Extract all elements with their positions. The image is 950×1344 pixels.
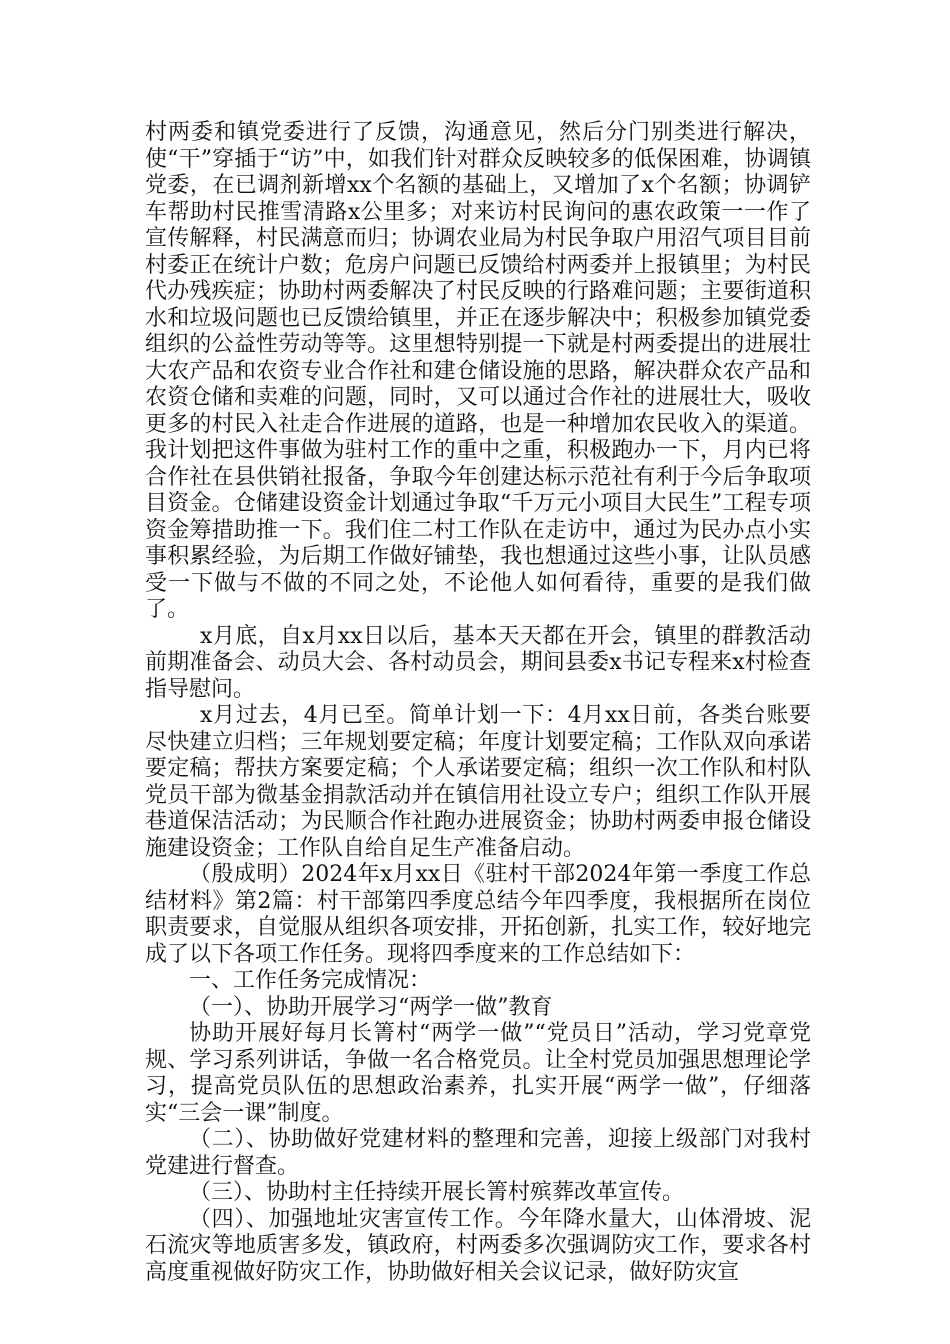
- paragraph-1: 村两委和镇党委进行了反馈，沟通意见，然后分门别类进行解决，使“干”穿插于“访”中，如我们针对群众反映较多的低保困难，协调镇党委，在已调剂新增xx个名额的基础上，又增加了x个名额；协调铲车帮助村民推雪清路x公里多；对来访村民询问的惠农政策一一作了宣传解释，村民满意而归；协调农业局为村民争取户用沼气项目目前村委正在统计户数；危房户问题已反馈给村两委并上报镇里；为村民代办残疾症；协助村两委解决了村民反映的行路难问题；主要街道积水和垃圾问题也已反馈给镇里，并正在逐步解决中；积极参加镇党委组织的公益性劳动等等。这里想特别提一下就是村两委提出的进展壮大农产品和农资专业合作社和建仓储设施的思路，解决群众农产品和农资仓储和卖难的问题，同时，又可以通过合作社的进展壮大，吸收更多的村民入社走合作进展的道路，也是一种增加农民收入的渠道。我计划把这件事做为驻村工作的重中之重，积极跑办一下，月内已将合作社在县供销社报备，争取今年创建达标示范社有利于今后争取项目资金。仓储建设资金计划通过争取“千万元小项目大民生”工程专项资金筹措助推一下。我们住二村工作队在走访中，通过为民办点小实事积累经验，为后期工作做好铺垫，我也想通过这些小事，让队员感受一下做与不做的不同之处，不论他人如何看待，重要的是我们做了。: [145, 120, 811, 622]
- section-heading-1: 一、工作任务完成情况：: [189, 968, 432, 993]
- paragraph-7: 协助开展好每月长箐村“两学一做”“党员日”活动，学习党章党规、学习系列讲话，争做一名合格党员。让全村党员加强思想理论学习，提高党员队伍的思想政治素养，扎实开展“两学一做”，仔细落实“三会一课”制度。: [145, 1021, 811, 1126]
- subsection-heading-4: （四）、加强地址灾害宣传工作。今年降水量大，山体滑坡、泥石流灾等地质害多发，镇政府，村两委多次强调防灾工作，要求各村高度重视做好防灾工作，协助做好相关会议记录，做好防灾宣: [145, 1206, 811, 1285]
- document-page: [145, 120, 811, 1286]
- subsection-heading-1: （一）、协助开展学习“两学一做”教育: [189, 994, 553, 1020]
- subsection-heading-2: （二）、协助做好党建材料的整理和完善，迎接上级部门对我村党建进行督查。: [145, 1127, 811, 1179]
- subsection-heading-3: （三）、协助村主任持续开展长箐村殡葬改革宣传。: [189, 1180, 685, 1205]
- paragraph-2: x月底，自x月xx日以后，基本天天都在开会，镇里的群教活动前期准备会、动员大会、各村动员会，期间县委x书记专程来x村检查指导慰问。: [145, 623, 811, 702]
- paragraph-3: x月过去，4月已至。简单计划一下：4月xx日前，各类台账要尽快建立归档；三年规划要定稿；年度计划要定稿；工作队双向承诺要定稿；帮扶方案要定稿；个人承诺要定稿；组织一次工作队和村队党员干部为微基金捐款活动并在镇信用社设立专户；组织工作队开展巷道保洁活动；为民顺合作社跑办进展资金；协助村两委申报仓储设施建设资金；工作队自给自足生产准备启动。: [145, 703, 811, 861]
- paragraph-4: （殷成明）2024年x月xx日《驻村干部2024年第一季度工作总结材料》第2篇：村干部第四季度总结今年四季度，我根据所在岗位职责要求，自觉服从组织各项安排，开拓创新，扎实工作，较好地完成了以下各项工作任务。现将四季度来的工作总结如下：: [145, 862, 811, 967]
